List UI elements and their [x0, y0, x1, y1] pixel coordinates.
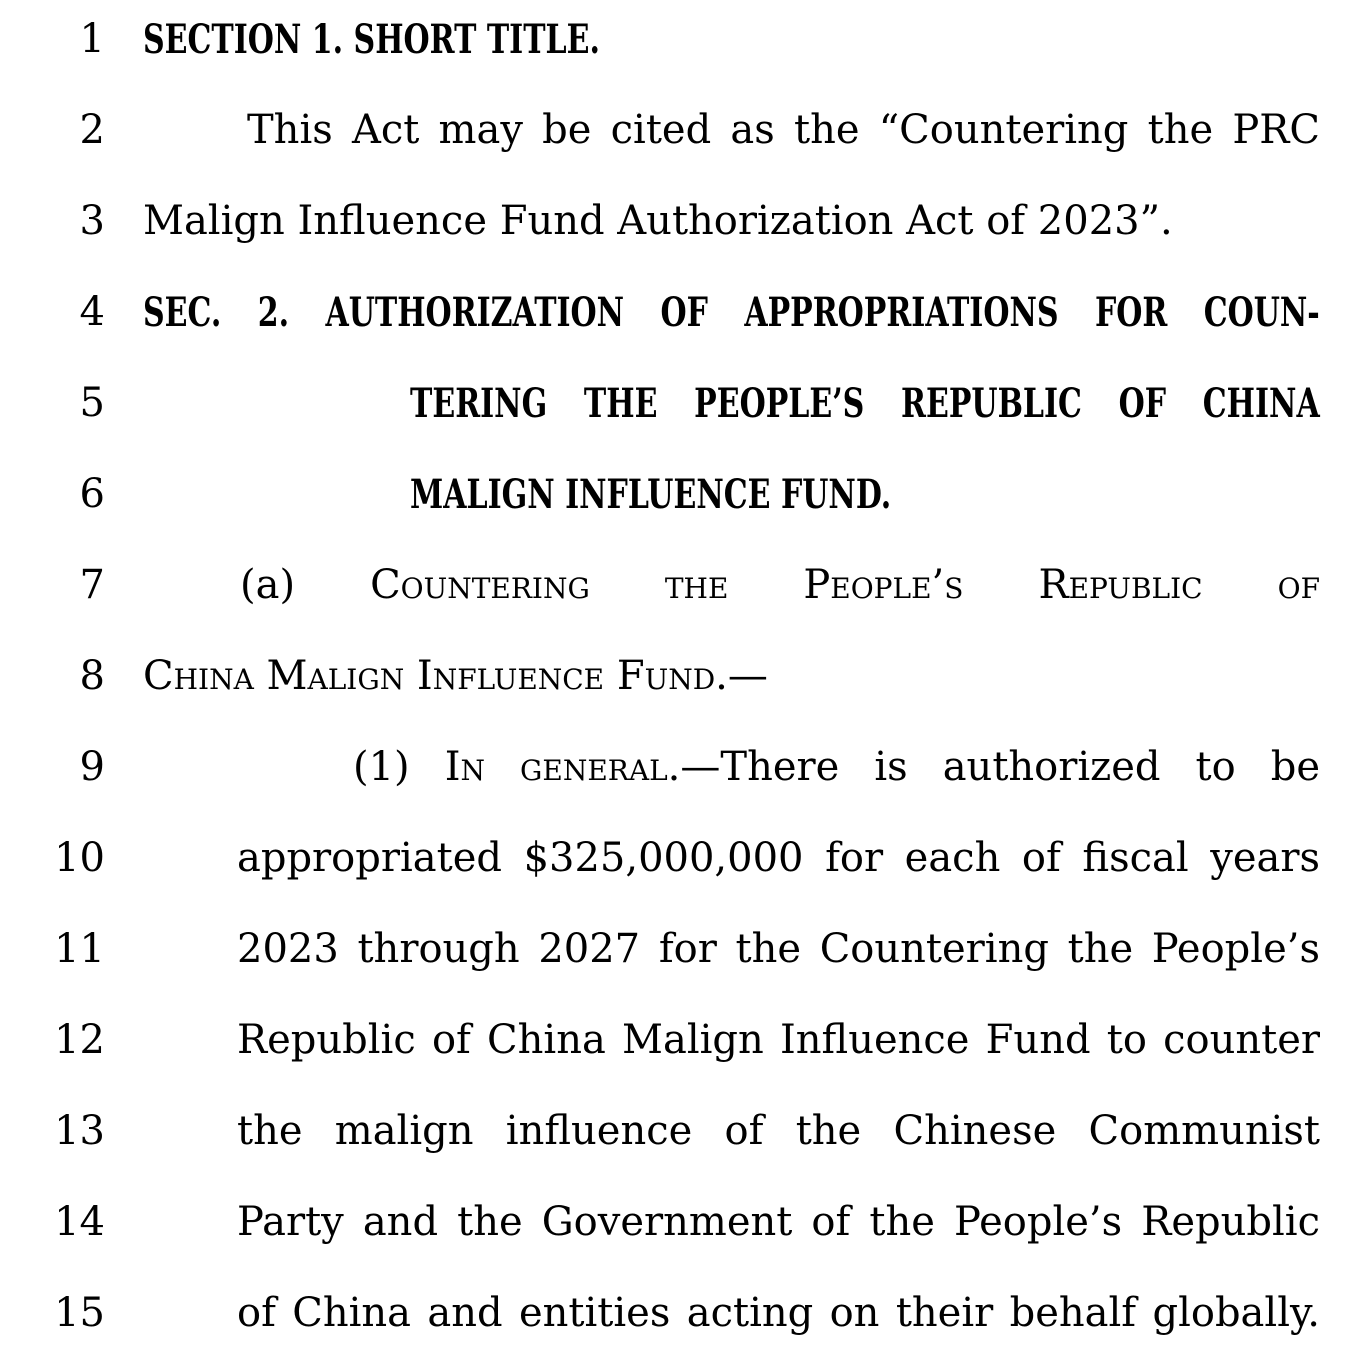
- text-run: This Act may be cited as the “Countering the PRC: [247, 107, 1320, 153]
- line-number: 8: [79, 653, 105, 699]
- line-text: [143, 813, 1320, 904]
- text-run: (1): [353, 744, 445, 790]
- bill-line-13: [0, 1086, 1359, 1177]
- bill-line-7: [0, 540, 1359, 631]
- line-text-section-heading: [143, 358, 1320, 449]
- line-number: 13: [54, 1108, 105, 1154]
- bill-line-5: [0, 358, 1359, 449]
- bill-line-4: [0, 267, 1359, 358]
- line-number: 1: [79, 16, 105, 62]
- text-run: the malign influence of the Chinese Communist: [237, 1108, 1320, 1154]
- line-text: [143, 904, 1320, 995]
- small-caps-text-run: Countering the People’s Republic of: [370, 562, 1320, 608]
- line-text-section-heading: [143, 449, 1320, 540]
- line-text-subsection: [143, 540, 1320, 631]
- line-text-section-heading: [143, 267, 1320, 358]
- text-run: appropriated $325,000,000 for each of fiscal years: [237, 835, 1320, 881]
- text-run: Malign Influence Fund Authorization Act of 2023”.: [143, 198, 1173, 244]
- line-number: 9: [79, 744, 105, 790]
- text-run: of China and entities acting on their behalf globally.: [237, 1290, 1320, 1336]
- line-number: 2: [79, 107, 105, 153]
- line-text: [143, 1268, 1320, 1359]
- bill-line-3: [0, 176, 1359, 267]
- line-number: 14: [54, 1199, 105, 1245]
- line-number: 4: [79, 289, 105, 335]
- bill-line-15: [0, 1268, 1359, 1359]
- text-run: SEC. 2. AUTHORIZATION OF APPROPRIATIONS FOR COUN-: [143, 289, 1320, 336]
- text-run: MALIGN INFLUENCE FUND.: [410, 471, 892, 518]
- text-run: SECTION 1. SHORT TITLE.: [143, 16, 600, 63]
- line-text: [143, 1177, 1320, 1268]
- bill-line-12: [0, 995, 1359, 1086]
- small-caps-text-run: In general.—: [444, 744, 721, 790]
- line-text: [143, 1086, 1320, 1177]
- bill-line-6: [0, 449, 1359, 540]
- bill-line-1: [0, 0, 1359, 85]
- line-number: 7: [79, 562, 105, 608]
- line-text: [143, 176, 1320, 267]
- bill-line-2: [0, 85, 1359, 176]
- line-text: [143, 85, 1320, 176]
- line-text: [143, 995, 1320, 1086]
- text-run: TERING THE PEOPLE’S REPUBLIC OF CHINA: [410, 380, 1320, 427]
- bill-line-14: [0, 1177, 1359, 1268]
- line-text-section-heading: [143, 0, 1320, 85]
- text-run: 2023 through 2027 for the Countering the People’s: [237, 926, 1320, 972]
- line-number: 11: [54, 926, 105, 972]
- text-run: Party and the Government of the People’s Republic: [237, 1199, 1320, 1245]
- line-number: 5: [79, 380, 105, 426]
- bill-line-9: [0, 722, 1359, 813]
- line-number: 6: [79, 471, 105, 517]
- small-caps-text-run: China Malign Influence Fund.—: [143, 653, 768, 699]
- text-run: (a): [240, 562, 371, 608]
- line-text-subsection: [143, 631, 1320, 722]
- line-number: 12: [54, 1017, 105, 1063]
- line-number: 10: [54, 835, 105, 881]
- text-run: There is authorized to be: [720, 744, 1321, 790]
- line-number: 3: [79, 198, 105, 244]
- bill-line-10: [0, 813, 1359, 904]
- text-run: Republic of China Malign Influence Fund to counter: [237, 1017, 1320, 1063]
- line-text-paragraph: [143, 722, 1320, 813]
- bill-line-8: [0, 631, 1359, 722]
- bill-line-11: [0, 904, 1359, 995]
- line-number: 15: [54, 1290, 105, 1336]
